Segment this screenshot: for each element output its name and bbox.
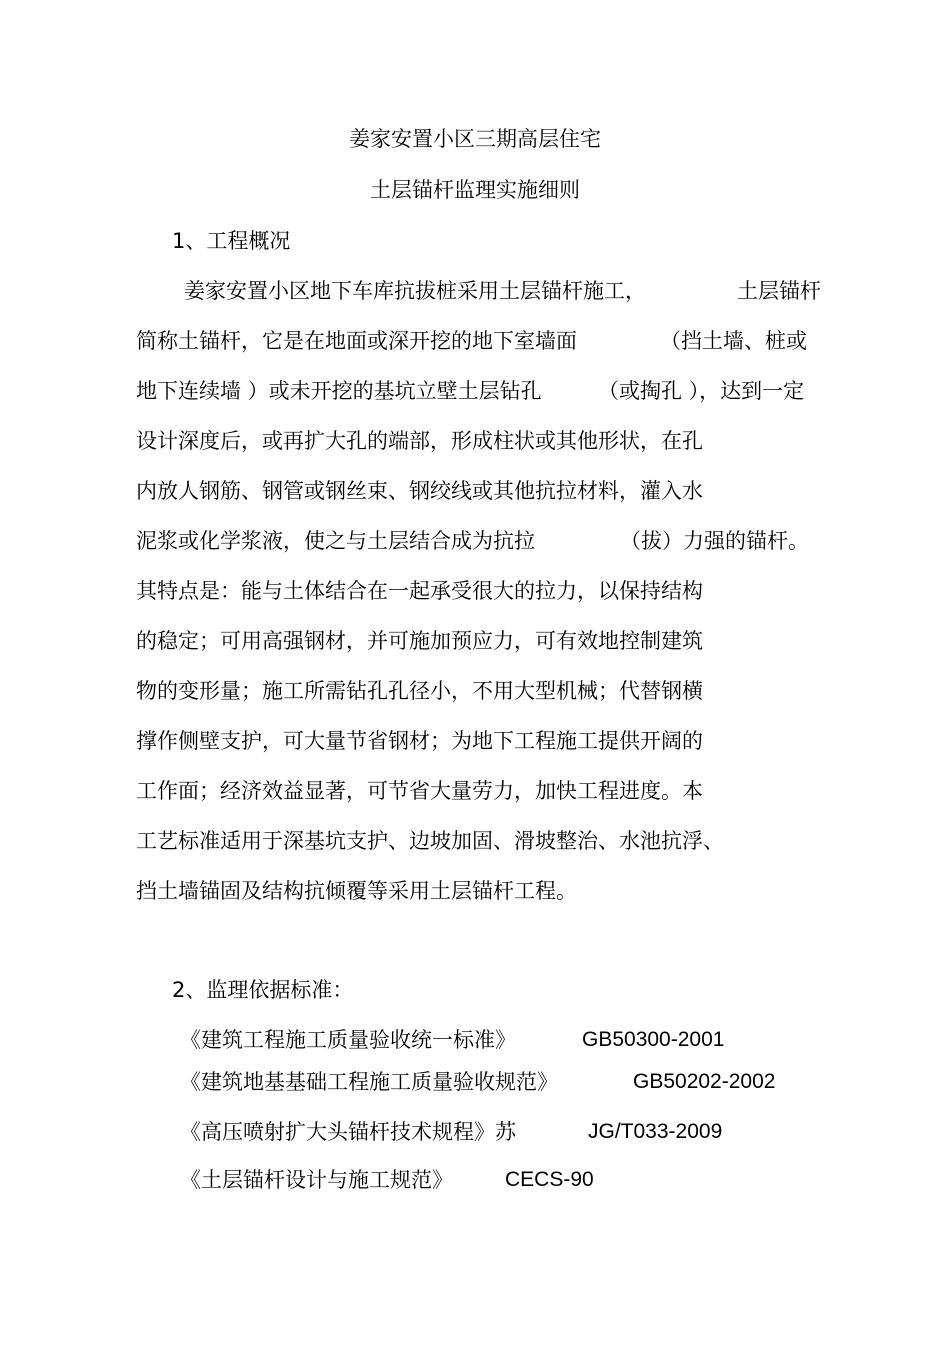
paragraph-line: 工艺标准适用于深基坑支护、边坡加固、滑坡整治、水池抗浮、 xyxy=(136,829,724,853)
section-1-heading: 1、工程概况 xyxy=(172,229,291,253)
paragraph-line xyxy=(660,327,807,355)
paragraph-line xyxy=(184,277,646,305)
standard-name: 《高压喷射扩大头锚杆技术规程》苏 xyxy=(180,1120,516,1144)
standard-name: 《土层锚杆设计与施工规范》 xyxy=(180,1168,453,1192)
paragraph-line xyxy=(598,377,804,405)
paragraph-text: （挡土墙、桩或 xyxy=(660,329,807,353)
paragraph-line: 撑作侧壁支护，可大量节省钢材；为地下工程施工提供开阔的 xyxy=(136,729,703,753)
paragraph-line: 设计深度后，或再扩大孔的端部，形成柱状或其他形状，在孔 xyxy=(136,429,703,453)
paragraph-line: 挡土墙锚固及结构抗倾覆等采用土层锚杆工程。 xyxy=(136,879,577,903)
paragraph-text: 泥浆或化学浆液，使之与土层结合成为抗拉 xyxy=(136,529,535,553)
paragraph-line xyxy=(136,527,535,555)
paragraph-text: 土层锚杆 xyxy=(737,279,821,303)
paragraph-text: 姜家安置小区地下车库抗拔桩采用土层锚杆施工， xyxy=(184,279,646,303)
paragraph-text: 地下连续墙 ）或未开挖的基坑立壁土层钻孔 xyxy=(136,379,542,403)
standard-code: CECS-90 xyxy=(505,1168,594,1191)
paragraph-line: 物的变形量；施工所需钻孔孔径小，不用大型机械；代替钢横 xyxy=(136,679,703,703)
paragraph-line xyxy=(136,327,577,355)
paragraph-text: 简称土锚杆，它是在地面或深开挖的地下室墙面 xyxy=(136,329,577,353)
standard-code: GB50300-2001 xyxy=(582,1028,725,1051)
standard-code: GB50202-2002 xyxy=(633,1070,776,1093)
standard-code: JG/T033-2009 xyxy=(588,1120,723,1143)
standard-name: 《建筑工程施工质量验收统一标准》 xyxy=(180,1028,516,1052)
paragraph-line xyxy=(136,377,542,405)
paragraph-line: 的稳定；可用高强钢材，并可施加预应力，可有效地控制建筑 xyxy=(136,629,703,653)
paragraph-line: 其特点是：能与土体结合在一起承受很大的拉力，以保持结构 xyxy=(136,579,703,603)
document-title-line-1: 姜家安置小区三期高层住宅 xyxy=(349,127,601,151)
paragraph-text: （拔）力强的锚杆。 xyxy=(620,529,809,553)
standard-name: 《建筑地基基础工程施工质量验收规范》 xyxy=(180,1070,558,1094)
paragraph-line xyxy=(737,277,821,305)
paragraph-line xyxy=(620,527,809,555)
paragraph-line: 工作面；经济效益显著，可节省大量劳力，加快工程进度。本 xyxy=(136,779,703,803)
paragraph-line: 内放人钢筋、钢管或钢丝束、钢绞线或其他抗拉材料，灌入水 xyxy=(136,479,703,503)
paragraph-text: （或掏孔 ），达到一定 xyxy=(598,379,805,403)
document-title-line-2: 土层锚杆监理实施细则 xyxy=(370,178,580,202)
section-2-heading: 2、监理依据标准： xyxy=(172,978,354,1002)
